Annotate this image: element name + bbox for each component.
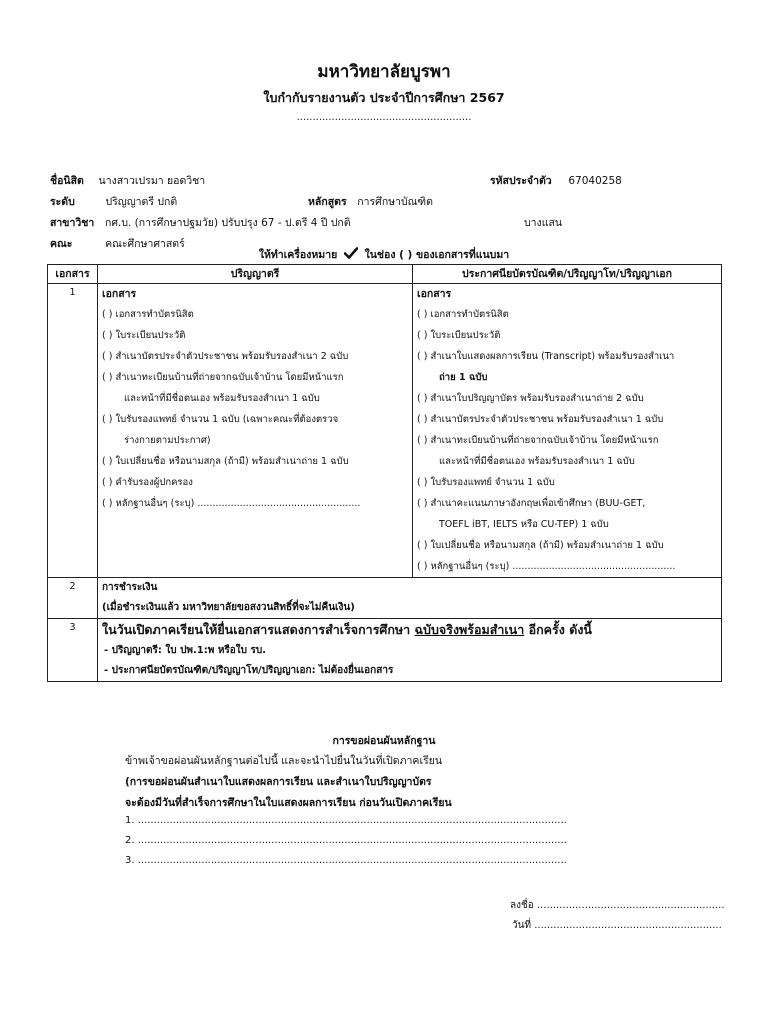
date-line: วันที่ ........................................................... xyxy=(512,920,722,931)
row-number: 1 xyxy=(48,284,98,578)
list-item: ( ) สำเนาทะเบียนบ้านที่ถ่ายจากฉบับเจ้าบ้าน โดยมีหน้าแรก xyxy=(102,372,344,383)
instruction-line xyxy=(0,246,768,263)
list-item: ( ) สำเนาบัตรประจำตัวประชาชน พร้อมรับรองสำเนา 1 ฉบับ xyxy=(417,414,664,425)
check-icon xyxy=(344,247,358,259)
list-item: ( ) หลักฐานอื่นๆ (ระบุ) ...................................................... xyxy=(102,498,361,509)
graduation-docs-graduate: - ประกาศนียบัตรบัณฑิต/ปริญญาโท/ปริญญาเอก: ไม่ต้องยื่นเอกสาร xyxy=(104,665,394,676)
row-number: 3 xyxy=(48,619,98,682)
row-number: 2 xyxy=(48,578,98,619)
student-name-label: ชื่อนิสิต xyxy=(50,175,84,187)
title-dotted-line: ....................................................... xyxy=(296,112,472,123)
list-item: ( ) ใบเปลี่ยนชื่อ หรือนามสกุล (ถ้ามี) พร้อมสำเนาถ่าย 1 ฉบับ xyxy=(102,456,349,467)
deferral-condition-2: จะต้องมีวันที่สำเร็จการศึกษาในใบแสดงผลการเรียน ก่อนวันเปิดภาคเรียน xyxy=(125,797,452,809)
university-name: มหาวิทยาลัยบูรพา xyxy=(317,62,451,82)
graduation-docs-cell xyxy=(98,619,722,682)
level-row xyxy=(50,193,177,210)
bachelor-documents-cell xyxy=(98,284,413,578)
list-item: ( ) สำเนาคะแนนภาษาอังกฤษเพื่อเข้าศึกษา (BUU-GET, xyxy=(417,498,646,509)
graduate-documents-title: เอกสาร xyxy=(417,288,452,300)
graduation-docs-bachelor: - ปริญญาตรี: ใบ ปพ.1:พ หรือใบ รบ. xyxy=(104,645,267,656)
documents-table xyxy=(47,264,722,682)
student-name-value: นางสาวเปรมา ยอดวิชา xyxy=(98,175,206,187)
list-item: ( ) สำเนาบัตรประจำตัวประชาชน พร้อมรับรองสำเนา 2 ฉบับ xyxy=(102,351,349,362)
student-name-row xyxy=(50,172,205,189)
list-item: ( ) ใบระเบียนประวัติ xyxy=(417,330,501,341)
faculty-label: คณะ xyxy=(50,238,73,250)
payment-cell xyxy=(98,578,722,619)
student-id-row xyxy=(490,172,622,189)
graduation-docs-main xyxy=(102,619,717,641)
list-item: ( ) เอกสารทำบัตรนิสิต xyxy=(417,309,509,320)
level-value: ปริญญาตรี ปกติ xyxy=(105,196,178,208)
major-label: สาขาวิชา xyxy=(50,217,95,229)
deferral-item-3: 3. ....................................................................................................................................... xyxy=(125,855,567,866)
instruction-before: ให้ทำเครื่องหมาย xyxy=(258,249,338,261)
list-item: ถ่าย 1 ฉบับ xyxy=(439,372,488,383)
bachelor-documents-title: เอกสาร xyxy=(102,288,137,300)
program-value: การศึกษาบัณฑิต xyxy=(357,196,433,208)
list-item: ร่างกายตามประกาศ) xyxy=(124,435,211,446)
list-item: ( ) ใบระเบียนประวัติ xyxy=(102,330,186,341)
list-item: ( ) สำเนาใบแสดงผลการเรียน (Transcript) พร้อมรับรองสำเนา xyxy=(417,351,675,362)
payment-note: (เมื่อชำระเงินแล้ว มหาวิทยาลัยขอสงวนสิทธิ์ที่จะไม่คืนเงิน) xyxy=(102,602,355,613)
campus-value: บางแสน xyxy=(524,217,563,229)
major-value: กศ.บ. (การศึกษาปฐมวัย) ปรับปรุง 67 - ป.ตรี 4 ปี ปกติ xyxy=(104,217,351,229)
list-item: ( ) ใบรับรองแพทย์ จำนวน 1 ฉบับ (เฉพาะคณะที่ต้องตรวจ xyxy=(102,414,339,425)
deferral-condition-1: (การขอผ่อนผันสำเนาใบแสดงผลการเรียน และสำเนาใบปริญญาบัตร xyxy=(125,776,432,788)
program-label: หลักสูตร xyxy=(308,196,347,208)
header-bachelor: ปริญญาตรี xyxy=(98,265,413,284)
header-graduate: ประกาศนียบัตรบัณฑิต/ปริญญาโท/ปริญญาเอก xyxy=(413,265,722,284)
header-documents: เอกสาร xyxy=(48,265,98,284)
list-item: ( ) ใบรับรองแพทย์ จำนวน 1 ฉบับ xyxy=(417,477,555,488)
faculty-value: คณะศึกษาศาสตร์ xyxy=(105,238,185,250)
instruction-after: ในช่อง ( ) ของเอกสารที่แนบมา xyxy=(364,249,510,261)
graduation-docs-underlined: ฉบับจริงพร้อมสำเนา xyxy=(414,622,525,637)
program-row xyxy=(308,193,433,210)
deferral-title: การขอผ่อนผันหลักฐาน xyxy=(332,735,436,747)
graduation-docs-after: อีกครั้ง ดังนี้ xyxy=(524,622,592,637)
student-id-value: 67040258 xyxy=(568,175,622,187)
list-item: ( ) ใบเปลี่ยนชื่อ หรือนามสกุล (ถ้ามี) พร้อมสำเนาถ่าย 1 ฉบับ xyxy=(417,540,664,551)
list-item: ( ) เอกสารทำบัตรนิสิต xyxy=(102,309,194,320)
table-header-row xyxy=(48,265,722,284)
deferral-statement: ข้าพเจ้าขอผ่อนผันหลักฐานต่อไปนี้ และจะนำไปยื่นในวันที่เปิดภาคเรียน xyxy=(125,755,443,767)
list-item: ( ) สำเนาทะเบียนบ้านที่ถ่ายจากฉบับเจ้าบ้าน โดยมีหน้าแรก xyxy=(417,435,659,446)
payment-title: การชำระเงิน xyxy=(102,582,158,593)
list-item: TOEFL iBT, IELTS หรือ CU-TEP) 1 ฉบับ xyxy=(439,519,609,530)
deferral-item-2: 2. ....................................................................................................................................... xyxy=(125,835,567,846)
major-row xyxy=(50,214,351,231)
table-row-3 xyxy=(48,619,722,682)
list-item: ( ) คำรับรองผู้ปกครอง xyxy=(102,477,193,488)
student-id-label: รหัสประจำตัว xyxy=(490,175,552,187)
level-label: ระดับ xyxy=(50,196,75,208)
graduation-docs-before: ในวันเปิดภาคเรียนให้ยื่นเอกสารแสดงการสำเร็จการศึกษา xyxy=(102,622,415,637)
list-item: และหน้าที่มีชื่อตนเอง พร้อมรับรองสำเนา 1 ฉบับ xyxy=(439,456,635,467)
form-title: ใบกำกับรายงานตัว ประจำปีการศึกษา 2567 xyxy=(263,90,505,105)
list-item: ( ) สำเนาใบปริญญาบัตร พร้อมรับรองสำเนาถ่าย 2 ฉบับ xyxy=(417,393,644,404)
list-item: และหน้าที่มีชื่อตนเอง พร้อมรับรองสำเนา 1 ฉบับ xyxy=(124,393,320,404)
table-row-1 xyxy=(48,284,722,578)
deferral-item-1: 1. ....................................................................................................................................... xyxy=(125,815,567,826)
table-row-2 xyxy=(48,578,722,619)
graduate-documents-cell xyxy=(413,284,722,578)
signature-line: ลงชื่อ ........................................................... xyxy=(510,900,725,911)
list-item: ( ) หลักฐานอื่นๆ (ระบุ) ...................................................... xyxy=(417,561,676,572)
